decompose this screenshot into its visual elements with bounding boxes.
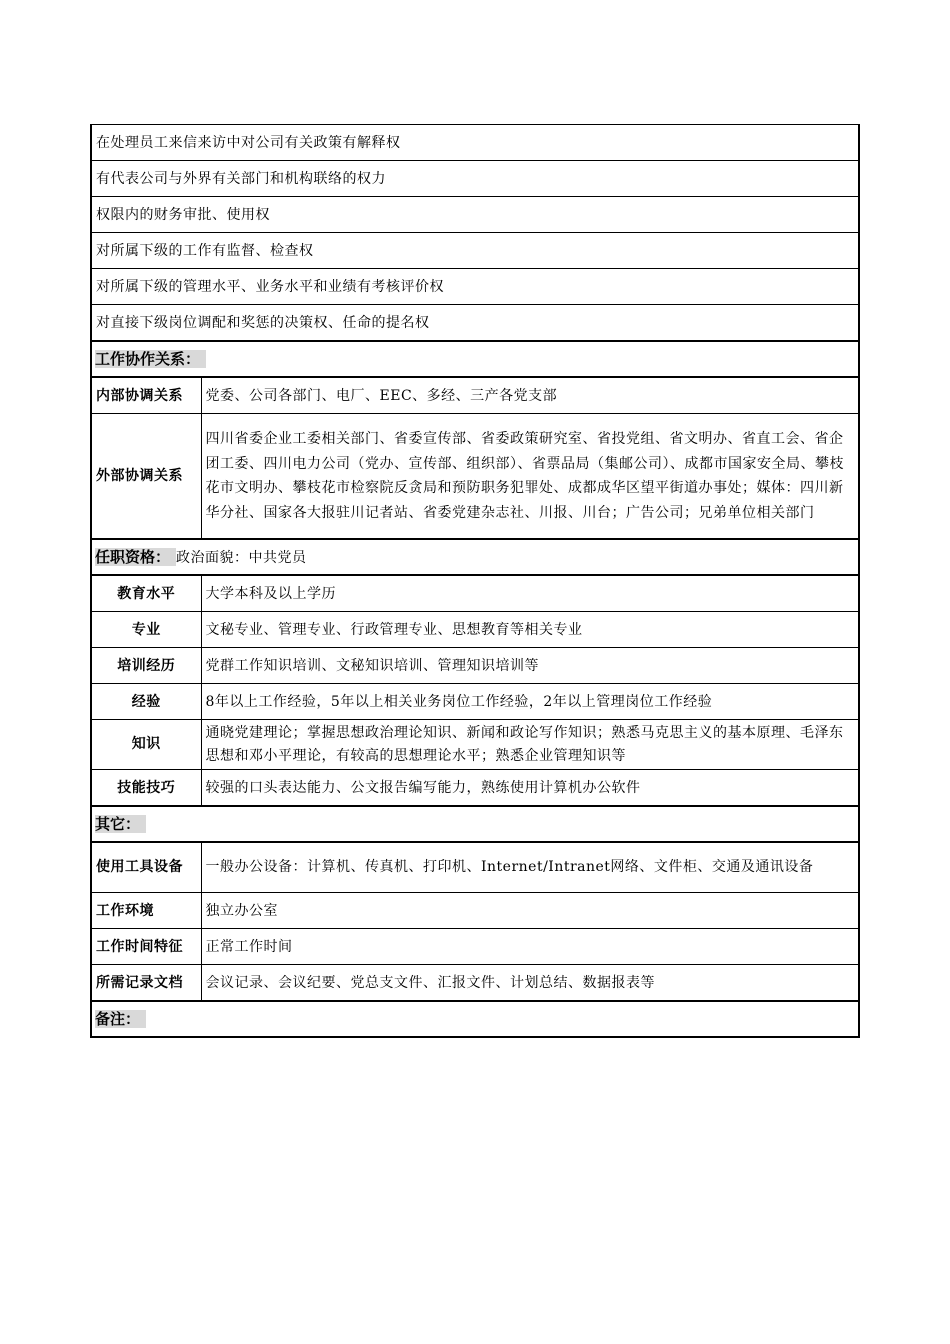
qualification-label: 技能技巧: [91, 770, 201, 807]
job-description-table: [90, 124, 860, 1038]
other-section-header: [91, 806, 859, 842]
qualification-row: [91, 575, 859, 612]
internal-coordination-value: 党委、公司各部门、电厂、EEC、多经、三产各党支部: [201, 377, 859, 414]
qualifications-title: 任职资格：: [95, 548, 176, 566]
authority-row: [91, 269, 859, 305]
external-coordination-label: 外部协调关系: [91, 414, 201, 540]
other-label: 工作时间特征: [91, 929, 201, 965]
qualification-label: 专业: [91, 612, 201, 648]
remarks-section-header: [91, 1001, 859, 1037]
authority-row: [91, 125, 859, 161]
qualifications-section-header: [91, 539, 859, 575]
other-row: [91, 842, 859, 893]
qualification-label: 教育水平: [91, 575, 201, 612]
qualification-row: [91, 648, 859, 684]
authority-text: 对直接下级岗位调配和奖惩的决策权、任命的提名权: [91, 305, 859, 342]
other-row: [91, 965, 859, 1002]
authority-text: 在处理员工来信来访中对公司有关政策有解释权: [91, 125, 859, 161]
other-value: 正常工作时间: [201, 929, 859, 965]
authority-row: [91, 197, 859, 233]
authority-text: 有代表公司与外界有关部门和机构联络的权力: [91, 161, 859, 197]
political-status: 政治面貌：中共党员: [176, 549, 307, 566]
other-row: [91, 929, 859, 965]
internal-coordination-label: 内部协调关系: [91, 377, 201, 414]
qualification-value: 较强的口头表达能力、公文报告编写能力，熟练使用计算机办公软件: [201, 770, 859, 807]
remarks-title: 备注：: [95, 1010, 146, 1028]
qualification-value: 党群工作知识培训、文秘知识培训、管理知识培训等: [201, 648, 859, 684]
qualification-row: [91, 720, 859, 770]
qualification-value: 文秘专业、管理专业、行政管理专业、思想教育等相关专业: [201, 612, 859, 648]
authority-text: 对所属下级的管理水平、业务水平和业绩有考核评价权: [91, 269, 859, 305]
other-label: 所需记录文档: [91, 965, 201, 1002]
other-title: 其它：: [95, 815, 146, 833]
other-row: [91, 893, 859, 929]
authority-row: [91, 161, 859, 197]
qualification-value: 通晓党建理论；掌握思想政治理论知识、新闻和政论写作知识；熟悉马克思主义的基本原理、毛泽东思想和邓小平理论，有较高的思想理论水平；熟悉企业管理知识等: [201, 720, 859, 770]
cooperation-section-header: [91, 341, 859, 377]
qualification-value: 8年以上工作经验，5年以上相关业务岗位工作经验，2年以上管理岗位工作经验: [201, 684, 859, 720]
external-coordination-row: [91, 414, 859, 540]
qualification-value: 大学本科及以上学历: [201, 575, 859, 612]
external-coordination-value: 四川省委企业工委相关部门、省委宣传部、省委政策研究室、省投党组、省文明办、省直工会、省企团工委、四川电力公司（党办、宣传部、组织部）、省票品局（集邮公司）、成都市国家安全局、攀枝花市文明办、攀枝花市检察院反贪局和预防职务犯罪处、成都成华区望平街道办事处；媒体：四川新华分社、国家各大报驻川记者站、省委党建杂志社、川报、川台；广告公司；兄弟单位相关部门: [201, 414, 859, 540]
other-label: 使用工具设备: [91, 842, 201, 893]
other-value: 会议记录、会议纪要、党总支文件、汇报文件、计划总结、数据报表等: [201, 965, 859, 1002]
qualification-row: [91, 684, 859, 720]
authority-text: 权限内的财务审批、使用权: [91, 197, 859, 233]
qualification-label: 培训经历: [91, 648, 201, 684]
qualification-row: [91, 770, 859, 807]
authority-text: 对所属下级的工作有监督、检查权: [91, 233, 859, 269]
internal-coordination-row: [91, 377, 859, 414]
other-label: 工作环境: [91, 893, 201, 929]
qualification-row: [91, 612, 859, 648]
qualification-label: 经验: [91, 684, 201, 720]
other-value: 一般办公设备：计算机、传真机、打印机、Internet/Intranet网络、文件柜、交通及通讯设备: [201, 842, 859, 893]
authority-row: [91, 305, 859, 342]
other-value: 独立办公室: [201, 893, 859, 929]
cooperation-title: 工作协作关系：: [95, 350, 206, 368]
qualification-label: 知识: [91, 720, 201, 770]
authority-row: [91, 233, 859, 269]
